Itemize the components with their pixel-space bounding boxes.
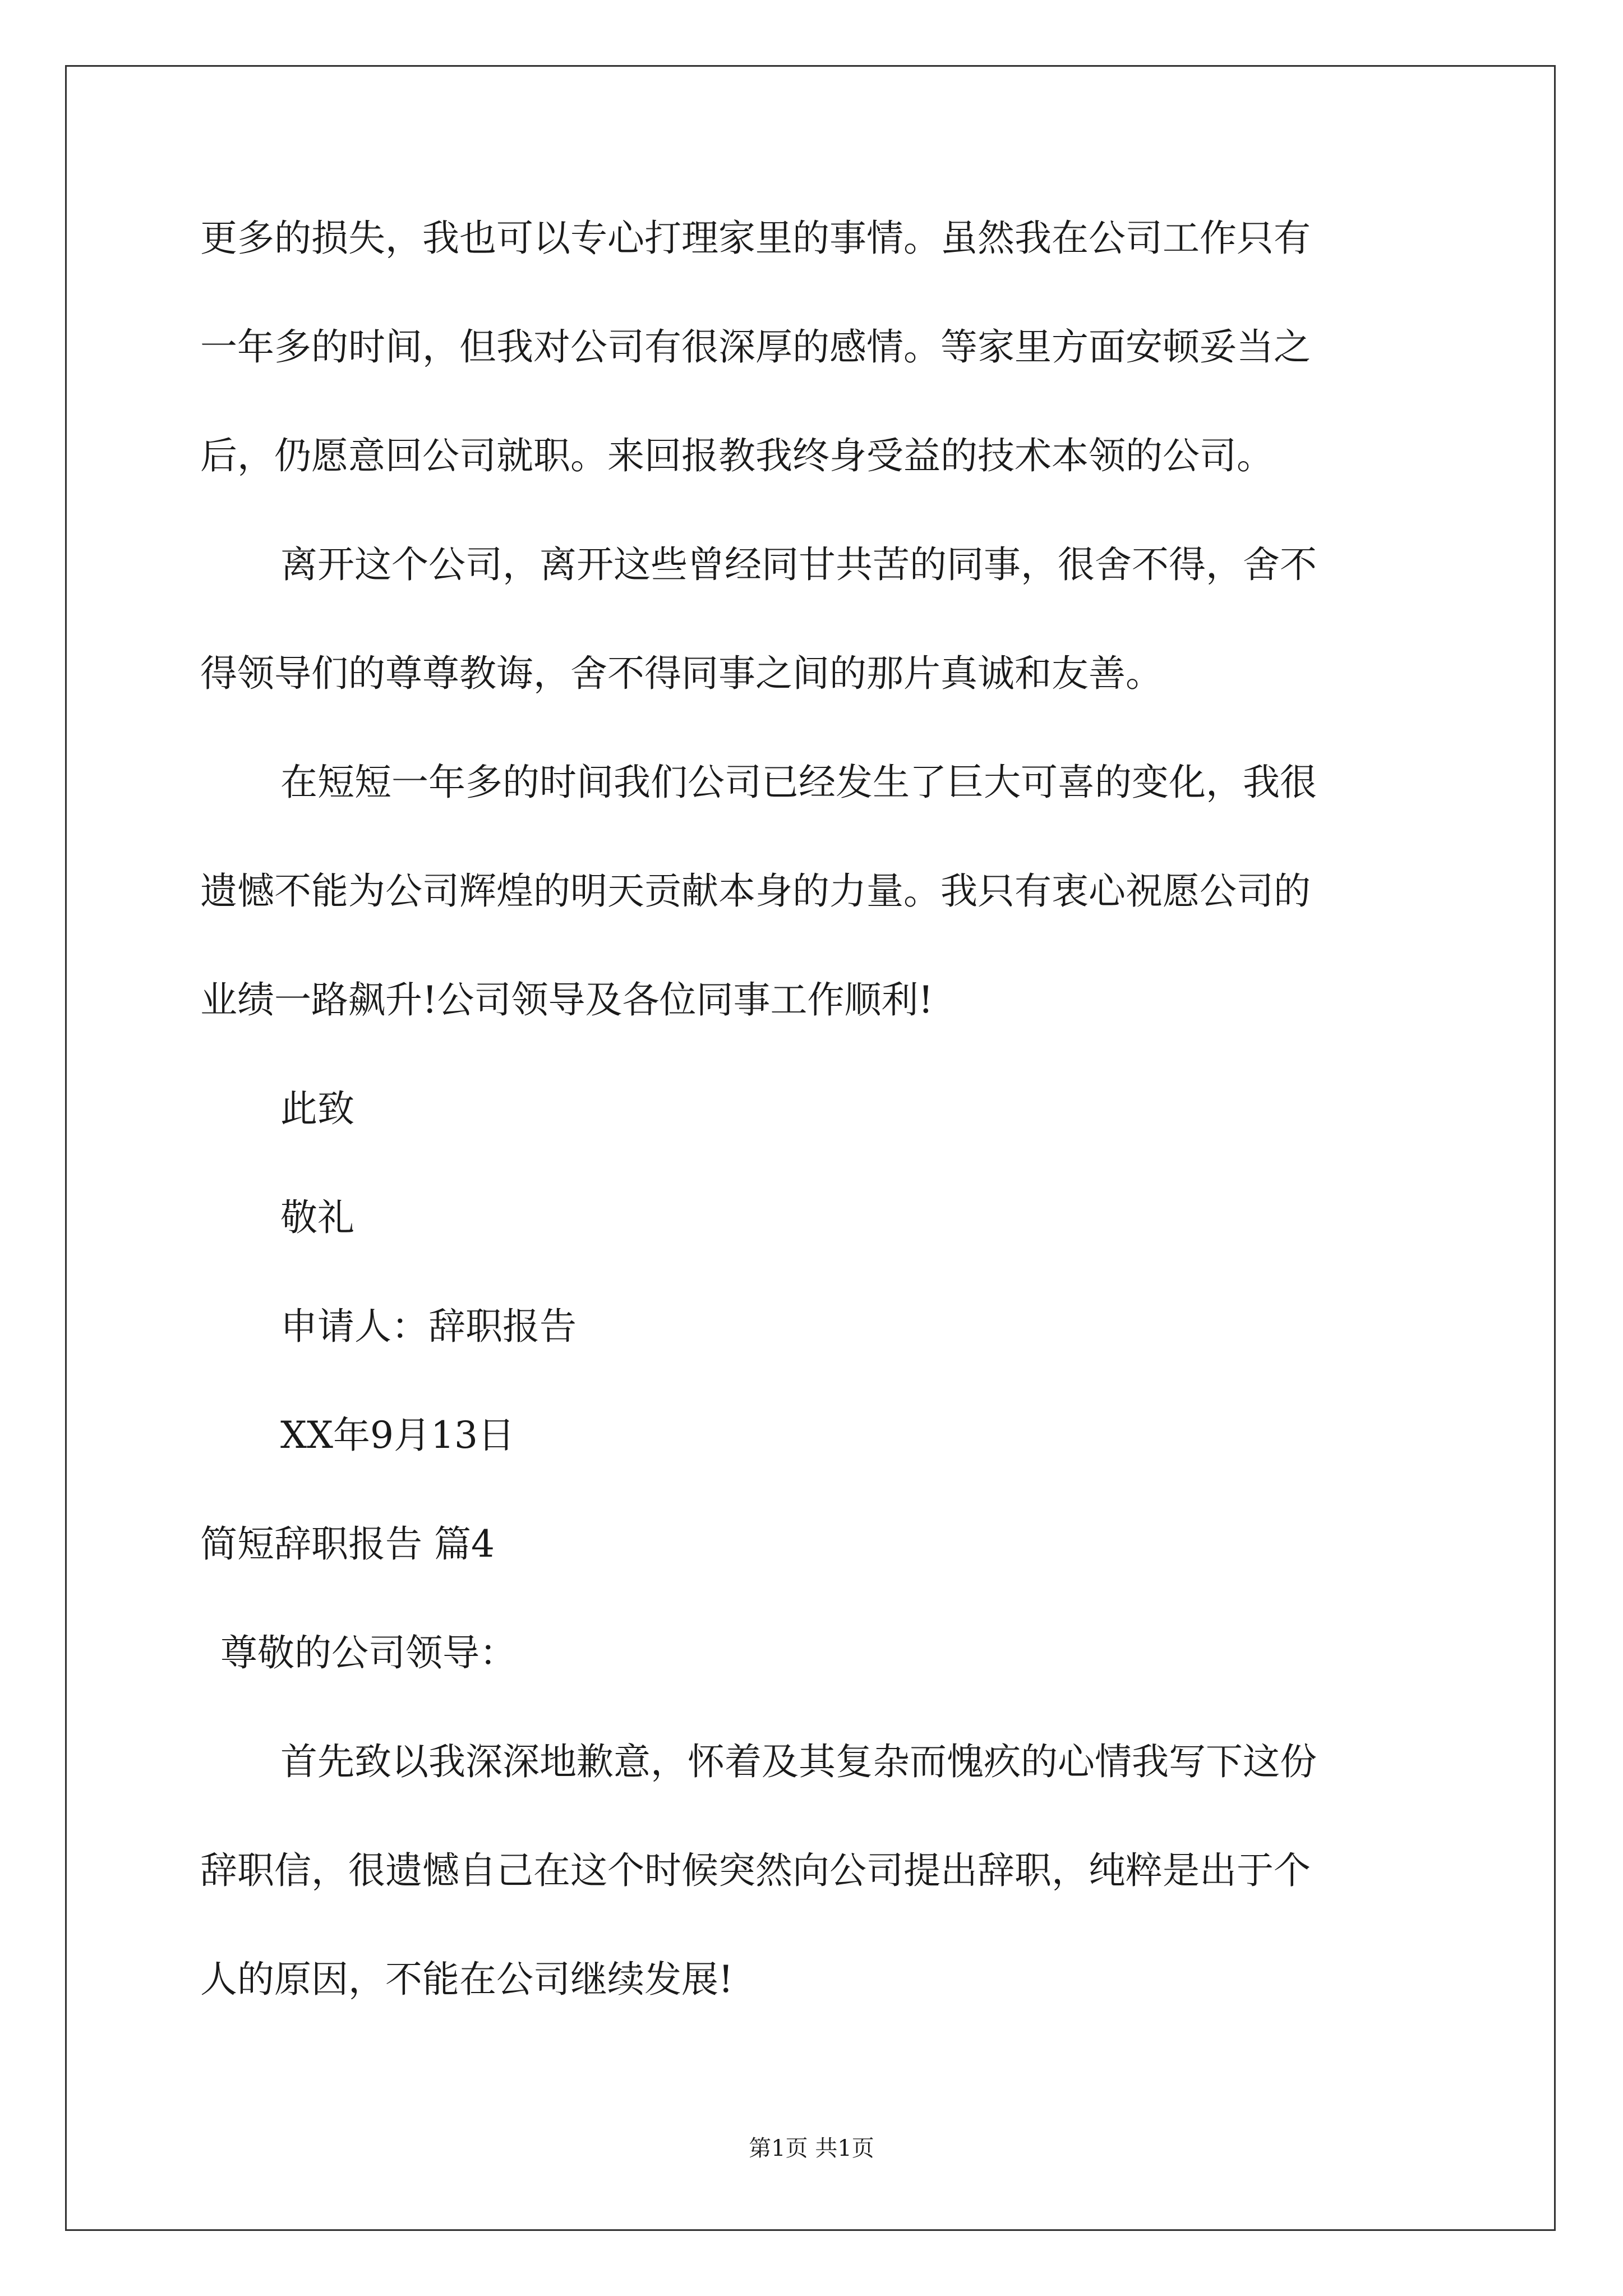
text-line: 人的原因，不能在公司继续发展! [200,1958,734,2001]
paragraph-start: 离开这个公司，离开这些曾经同甘共苦的同事，很舍不得，舍不 [280,543,1317,586]
text-line: 后，仍愿意回公司就职。来回报教我终身受益的技术本领的公司。 [200,434,1274,477]
closing-jingli: 敬礼 [280,1196,354,1239]
text-line: 遗憾不能为公司辉煌的明天贡献本身的力量。我只有衷心祝愿公司的 [200,869,1311,913]
page-border [65,65,1556,2231]
text-line: 一年多的时间，但我对公司有很深厚的感情。等家里方面安顿妥当之 [200,325,1311,369]
paragraph-start: 首先致以我深深地歉意，怀着及其复杂而愧疚的心情我写下这份 [280,1740,1317,1783]
text-line: 辞职信，很遗憾自己在这个时候突然向公司提出辞职，纯粹是出于个 [200,1849,1311,1892]
date-line: XX年9月13日 [280,1414,515,1457]
page-number-footer: 第1页 共1页 [749,2136,874,2161]
text-line: 更多的损失，我也可以专心打理家里的事情。虽然我在公司工作只有 [200,217,1311,260]
closing-cizhi: 此致 [280,1087,354,1130]
section-title: 简短辞职报告 篇4 [200,1522,495,1566]
salutation: 尊敬的公司领导： [220,1631,517,1674]
applicant-line: 申请人：辞职报告 [280,1305,577,1348]
paragraph-start: 在短短一年多的时间我们公司已经发生了巨大可喜的变化，我很 [280,761,1317,804]
text-line: 业绩一路飙升!公司领导及各位同事工作顺利! [200,978,934,1022]
text-line: 得领导们的尊尊教诲，舍不得同事之间的那片真诚和友善。 [200,652,1163,695]
